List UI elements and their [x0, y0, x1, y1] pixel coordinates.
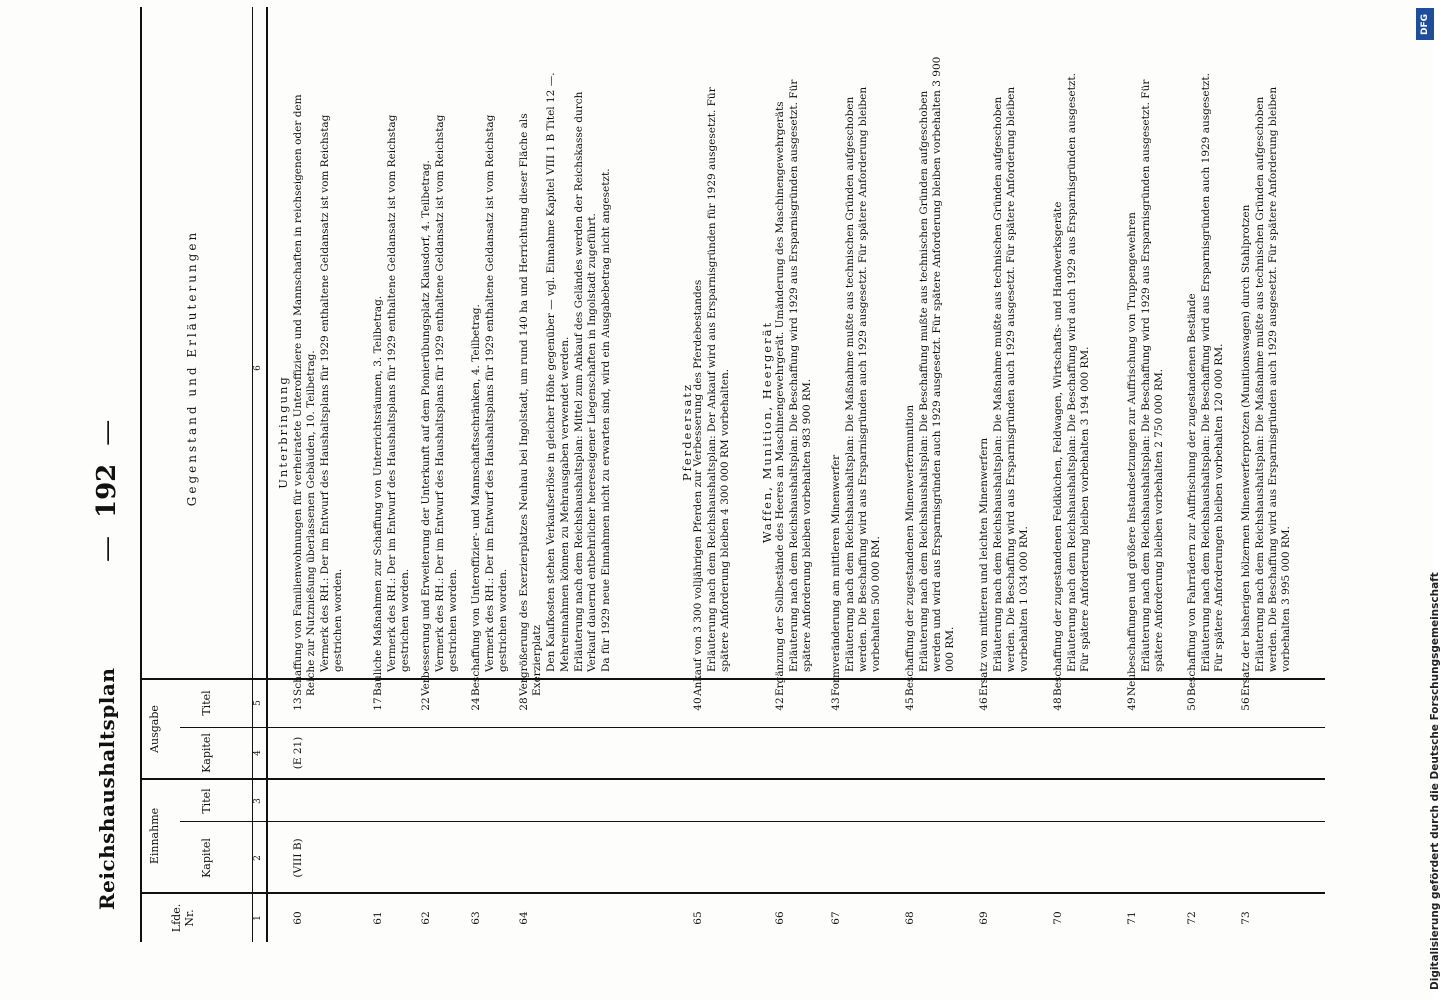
item-title: Formveränderung am mittleren Minenwerfer	[830, 454, 842, 696]
gegenstand-header: Gegenstand und Erläuterungen	[185, 229, 199, 507]
section-heading: Waffen, Munition, Heergerät	[760, 320, 774, 544]
lfd-nr-cell: 68	[904, 911, 916, 925]
gegenstand-cell	[830, 56, 884, 696]
gegenstand-cell	[1126, 56, 1167, 696]
einnahme-kapitel-header: Kapitel	[200, 838, 213, 878]
budget-table	[140, 7, 1325, 942]
item-title: Ersatz von mittleren und leichten Minenwerfern	[978, 437, 990, 696]
einnahme-kapitel-cell: (VIII B)	[292, 838, 304, 878]
ausgabe-titel-cell: 22	[420, 697, 432, 711]
column-number-rule	[266, 7, 268, 942]
item-note: Den Kaufkosten stehen Verkaufserlöse in gleicher Höhe gegenüber — vgl. Einnahme Kapitel VIII 1 B Titel 12 —.	[545, 72, 557, 672]
item-note: Erläuterung nach dem Reichshaushaltsplan: Mittel zum Ankauf des Geländes werden der Reichskasse durch Verkauf dauernd entbehrlicher heereseigener Liegenschaften in Ingolstadt zugeführt.	[573, 91, 598, 672]
gegenstand-cell	[518, 56, 614, 696]
item-note: Erläuterung nach dem Reichshaushaltsplan: Der Ankauf wird aus Ersparnisgründen für 1929 ausgesetzt. Für spätere Anforderung bleiben 4 300 000 RM vorbehalten.	[706, 87, 731, 672]
section-heading: Unterbringung	[276, 375, 290, 489]
ausgabe-header: Ausgabe	[148, 705, 161, 753]
col-divider	[140, 892, 1325, 894]
lfd-nr-header: Lfde. Nr.	[170, 903, 196, 933]
dash-left: —	[92, 536, 122, 562]
item-title: Beschaffung der zugestandenen Feldküchen, Feldwagen, Wirtschafts- und Handwerksgeräte	[1052, 201, 1064, 696]
einnahme-titel-header: Titel	[200, 788, 213, 814]
lfd-nr-cell: 65	[692, 911, 704, 925]
ausgabe-titel-cell: 50	[1186, 697, 1198, 711]
gegenstand-cell	[978, 56, 1032, 696]
item-note: Vermerk des RH.: Der im Entwurf des Haushaltsplans für 1929 enthaltene Geldansatz ist vom Reichstag gestrichen worden.	[484, 114, 509, 672]
lfd-nr-cell: 66	[774, 911, 786, 925]
item-title: Beschaffung von Fahrrädern zur Auffrischung der zugestandenen Bestände	[1186, 293, 1198, 696]
page-number: 192	[92, 463, 122, 518]
item-note: Erläuterung nach dem Reichshaushaltsplan: Die Beschaffung wird 1929 aus Ersparnisgründen ausgesetzt. Für spätere Anforderung bleiben vorbehalten 983 900 RM.	[788, 79, 813, 672]
item-title: Beschaffung von Unteroffizier- und Mannschaftsschränken, 4. Teilbetrag.	[470, 304, 482, 696]
table-top-rule	[140, 7, 142, 942]
einnahme-header: Einnahme	[148, 807, 161, 865]
dfg-logo: DFG	[1416, 8, 1434, 40]
item-title: Neubeschaffungen und größere Instandsetzungen zur Auffrischung von Truppengewehren	[1126, 212, 1138, 696]
column-number: 5	[253, 700, 263, 706]
gegenstand-cell	[1052, 56, 1093, 696]
ausgabe-kapitel-cell: (E 21)	[292, 736, 304, 770]
item-title: Ankauf von 3 300 volljährigen Pferden zur Verbesserung des Pferdebestandes	[692, 279, 704, 696]
ausgabe-kapitel-header: Kapitel	[200, 733, 213, 773]
gegenstand-cell	[420, 56, 461, 696]
lfd-nr-cell: 63	[470, 911, 482, 925]
ausgabe-titel-cell: 28	[518, 697, 530, 711]
column-number: 4	[253, 750, 263, 756]
item-note: Erläuterung nach dem Reichshaushaltsplan: Die Beschaffung mußte aus technischen Gründen aufgeschoben werden und wird aus Ersparnisgründen auch 1929 ausgesetzt. Für spätere Anforderung bleiben vorbehalten 3 900 000 RM.	[918, 56, 956, 672]
item-note: Erläuterung nach dem Reichshaushaltsplan: Die Maßnahme mußte aus technischen Gründen aufgeschoben werden. Die Beschaffung wird aus Ersparnisgründen auch 1929 ausgesetzt. Für spätere Anforderung bleiben vorbehalten 500 000 RM.	[844, 86, 882, 672]
column-number: 1	[253, 915, 263, 921]
gegenstand-cell	[1186, 56, 1227, 696]
ausgabe-titel-cell: 46	[978, 697, 990, 711]
running-head: Reichshaushaltsplan	[95, 667, 119, 910]
item-note: Vermerk des RH.: Der im Entwurf des Haushaltsplans für 1929 enthaltene Geldansatz ist vom Reichstag gestrichen worden.	[434, 114, 459, 672]
item-note: Erläuterung nach dem Reichshaushaltsplan: Die Beschaffung wird aus Ersparnisgründen auch 1929 ausgesetzt. Für spätere Anforderungen bleiben vorbehalten 120 000 RM.	[1200, 73, 1225, 672]
item-note: Erläuterung nach dem Reichshaushaltsplan: Die Beschaffung wird auch 1929 aus Ersparnisgründen ausgesetzt. Für spätere Anforderung bleiben vorbehalten 3 194 000 RM.	[1066, 73, 1091, 672]
lfd-nr-cell: 73	[1240, 911, 1252, 925]
gegenstand-cell	[1240, 56, 1294, 696]
lfd-nr-cell: 61	[372, 911, 384, 925]
ausgabe-titel-cell: 24	[470, 697, 482, 711]
digitization-note: Digitalisierung gefördert durch die Deutsche Forschungsgemeinschaft	[1429, 572, 1441, 990]
gegenstand-cell	[372, 56, 413, 696]
lfd-nr-cell: 64	[518, 911, 530, 925]
ausgabe-titel-cell: 48	[1052, 697, 1064, 711]
lfd-nr-cell: 70	[1052, 911, 1064, 925]
section-heading: Pferdeersatz	[680, 382, 694, 482]
item-note: Da für 1929 neue Einnahmen nicht zu erwarten sind, wird ein Ausgabebetrag nicht angesetzt.	[600, 168, 612, 672]
gegenstand-cell	[692, 56, 733, 696]
gegenstand-cell	[904, 56, 958, 696]
item-title: Bauliche Maßnahmen zur Schaffung von Unterrichtsräumen, 3. Teilbetrag.	[372, 295, 384, 696]
lfd-nr-cell: 67	[830, 911, 842, 925]
item-note: Erläuterung nach dem Reichshaushaltsplan: Die Maßnahme mußte aus technischen Gründen aufgeschoben werden. Die Beschaffung wird aus Ersparnisgründen auch 1929 ausgesetzt. Für spätere Anforderung bleiben vorbehalten 1 034 000 RM.	[992, 86, 1030, 672]
ausgabe-titel-cell: 40	[692, 697, 704, 711]
lfd-nr-cell: 60	[292, 911, 304, 925]
item-title: Ergänzung der Sollbestände des Heeres an Maschinengewehrgerät. Umänderung des Maschinengewehrgeräts	[774, 101, 786, 696]
col-divider	[180, 821, 1325, 822]
col-divider	[140, 778, 1325, 780]
gegenstand-cell	[292, 56, 346, 696]
item-note: Erläuterung nach dem Reichshaushaltsplan: Die Beschaffung wird 1929 aus Ersparnisgründen ausgesetzt. Für spätere Anforderung bleiben vorbehalten 2 750 000 RM.	[1140, 79, 1165, 672]
item-note: Mehreinnahmen können zu Mehrausgaben verwendet werden.	[559, 336, 571, 672]
item-title: Beschaffung der zugestandenen Minenwerfermunition	[904, 404, 916, 696]
lfd-nr-cell: 62	[420, 911, 432, 925]
gegenstand-cell	[470, 56, 511, 696]
column-number: 3	[253, 798, 263, 804]
dash-right: —	[92, 419, 122, 446]
lfd-nr-cell: 69	[978, 911, 990, 925]
ausgabe-titel-cell: 17	[372, 697, 384, 711]
ausgabe-titel-cell: 13	[292, 697, 304, 711]
ausgabe-titel-cell: 43	[830, 697, 842, 711]
item-title: Verbesserung und Erweiterung der Unterkunft auf dem Pionierübungsplatz Klausdorf, 4. Teilbetrag.	[420, 160, 432, 696]
item-title: Schaffung von Familienwohnungen für verheiratete Unteroffiziere und Mannschaften in reichseigenen oder dem Reiche zur Nutznießung überlassenen Gebäuden, 10. Teilbetrag.	[292, 94, 317, 696]
ausgabe-titel-cell: 45	[904, 697, 916, 711]
ausgabe-titel-cell: 42	[774, 697, 786, 711]
gegenstand-cell	[774, 56, 815, 696]
item-note: Erläuterung nach dem Reichshaushaltsplan: Die Maßnahme mußte aus technischen Gründen aufgeschoben werden. Die Beschaffung wird aus Ersparnisgründen auch 1929 ausgesetzt. Für spätere Anforderung bleiben vorbehalten 3 995 000 RM.	[1254, 86, 1292, 672]
ausgabe-titel-header: Titel	[200, 690, 213, 716]
item-note: Vermerk des RH.: Der im Entwurf des Haushaltsplans für 1929 enthaltene Geldansatz ist vom Reichstag gestrichen worden.	[386, 114, 411, 672]
column-number: 2	[253, 855, 263, 861]
column-number: 6	[253, 365, 263, 371]
item-note: Vermerk des RH.: Der im Entwurf des Haushaltsplans für 1929 enthaltene Geldansatz ist vom Reichstag gestrichen worden.	[319, 114, 344, 672]
col-divider	[180, 727, 1325, 728]
ausgabe-titel-cell: 56	[1240, 697, 1252, 711]
page-number-line	[92, 402, 122, 580]
lfd-nr-cell: 72	[1186, 911, 1198, 925]
item-title: Vergrößerung des Exerzierplatzes Neuhau bei Ingolstadt, um rund 140 ha und Herrichtung dieser Fläche als Exerzierplatz	[518, 113, 543, 696]
item-title: Ersatz der bisherigen hölzernen Minenwerferprotzen (Munitionswagen) durch Stahlprotzen	[1240, 204, 1252, 696]
ausgabe-titel-cell: 49	[1126, 697, 1138, 711]
lfd-nr-cell: 71	[1126, 911, 1138, 925]
